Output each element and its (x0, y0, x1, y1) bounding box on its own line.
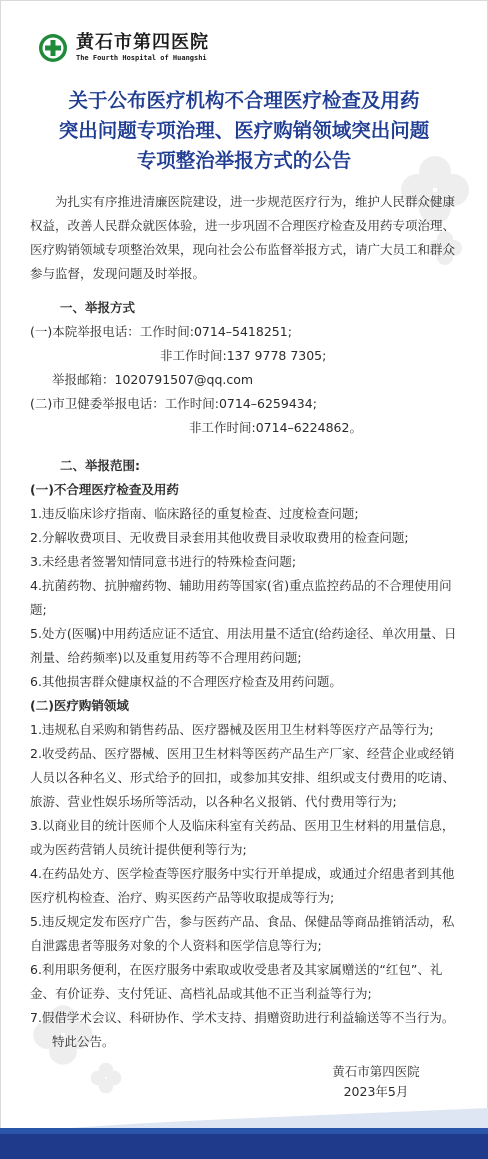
scope-item: 3.未经患者签署知情同意书进行的特殊检查问题; (30, 554, 297, 569)
scope-item: 1.违反临床诊疗指南、临床路径的重复检查、过度检查问题; (30, 506, 359, 521)
signature-date: 2023年5月 (343, 1084, 409, 1099)
scope-item: 5.处方(医嘱)中用药适应证不适宜、用法用量不适宜(给药途径、单次用量、日剂量、给药频率)以及重复用药等不合理用药问题; (30, 626, 457, 665)
title-line-1: 关于公布医疗机构不合理医疗检查及用药 (68, 89, 420, 112)
commission-hotline: (二)市卫健委举报电话：工作时间:0714–6259434; (30, 396, 317, 411)
scope-item: 2.收受药品、医疗器械、医用卫生材料等医药产品生产厂家、经营企业或经销人员以各种名义、形式给予的回扣，或参加其安排、组织或支付费用的吃请、旅游、营业性娱乐场所等活动，以各种名义报销、代付费用等行为; (30, 746, 456, 809)
scope-item: 4.抗菌药物、抗肿瘤药物、辅助用药等国家(省)重点监控药品的不合理使用问题; (30, 578, 452, 617)
hospital-name-en: The Fourth Hospital of Huangshi (76, 54, 207, 62)
title-line-3: 专项整治举报方式的公告 (136, 149, 352, 172)
signature-block (316, 1062, 436, 1102)
intro-paragraph: 为扎实有序推进清廉医院建设，进一步规范医疗行为，维护人民群众健康权益，改善人民群众就医体验，进一步巩固不合理医疗检查及用药专项治理、医疗购销领域专项整治效果，现向社会公布监督举报方式，请广大员工和群众参与监督，发现问题及时举报。 (30, 194, 456, 281)
closing-text: 特此公告。 (52, 1034, 115, 1049)
scope-item: 6.利用职务便利，在医疗服务中索取或收受患者及其家属赠送的“红包”、礼金、有价证券、支付凭证、高档礼品或其他不正当利益等行为; (30, 962, 443, 1001)
scope-item: 5.违反规定发布医疗广告，参与医药产品、食品、保健品等商品推销活动，私自泄露患者等服务对象的个人资料和医学信息等行为; (30, 914, 455, 953)
commission-hotline-offhours: 非工作时间:0714–6224862。 (189, 420, 362, 435)
scope-item: 7.假借学术会议、科研协作、学术支持、捐赠资助进行利益输送等不当行为。 (30, 1010, 455, 1025)
report-email: 举报邮箱：1020791507@qq.com (52, 372, 254, 387)
scope-item: 3.以商业目的统计医师个人及临床科室有关药品、医用卫生材料的用量信息，或为医药营销人员统计提供便利等行为; (30, 818, 455, 857)
subsection-procurement-heading: (二)医疗购销领域 (30, 698, 129, 713)
subsection-unreasonable-exams-heading: (一)不合理医疗检查及用药 (30, 482, 179, 497)
hospital-logo-icon (38, 33, 68, 63)
section-report-scope-heading: 二、举报范围: (60, 458, 140, 473)
hospital-name-cn: 黄石市第四医院 (76, 32, 209, 53)
footer-band (0, 1134, 488, 1159)
hospital-hotline: (一)本院举报电话：工作时间:0714–5418251; (30, 324, 292, 339)
scope-item: 4.在药品处方、医学检查等医疗服务中实行开单提成，或通过介绍患者到其他医疗机构检查、治疗、购买医药产品等收取提成等行为; (30, 866, 455, 905)
signature-org: 黄石市第四医院 (332, 1064, 420, 1079)
notice-title (30, 86, 458, 176)
hospital-header (38, 28, 209, 68)
title-line-2: 突出问题专项治理、医疗购销领域突出问题 (58, 119, 430, 142)
hospital-name (76, 33, 209, 63)
scope-item: 2.分解收费项目、无收费目录套用其他收费目录收取费用的检查问题; (30, 530, 409, 545)
notice-body (30, 190, 460, 1054)
hospital-hotline-offhours: 非工作时间:137 9778 7305; (160, 348, 327, 363)
scope-item: 1.违规私自采购和销售药品、医疗器械及医用卫生材料等医疗产品等行为; (30, 722, 434, 737)
section-report-methods-heading: 一、举报方式 (60, 300, 136, 315)
clover-watermark-icon (88, 1060, 124, 1096)
scope-item: 6.其他损害群众健康权益的不合理医疗检查及用药问题。 (30, 674, 342, 689)
